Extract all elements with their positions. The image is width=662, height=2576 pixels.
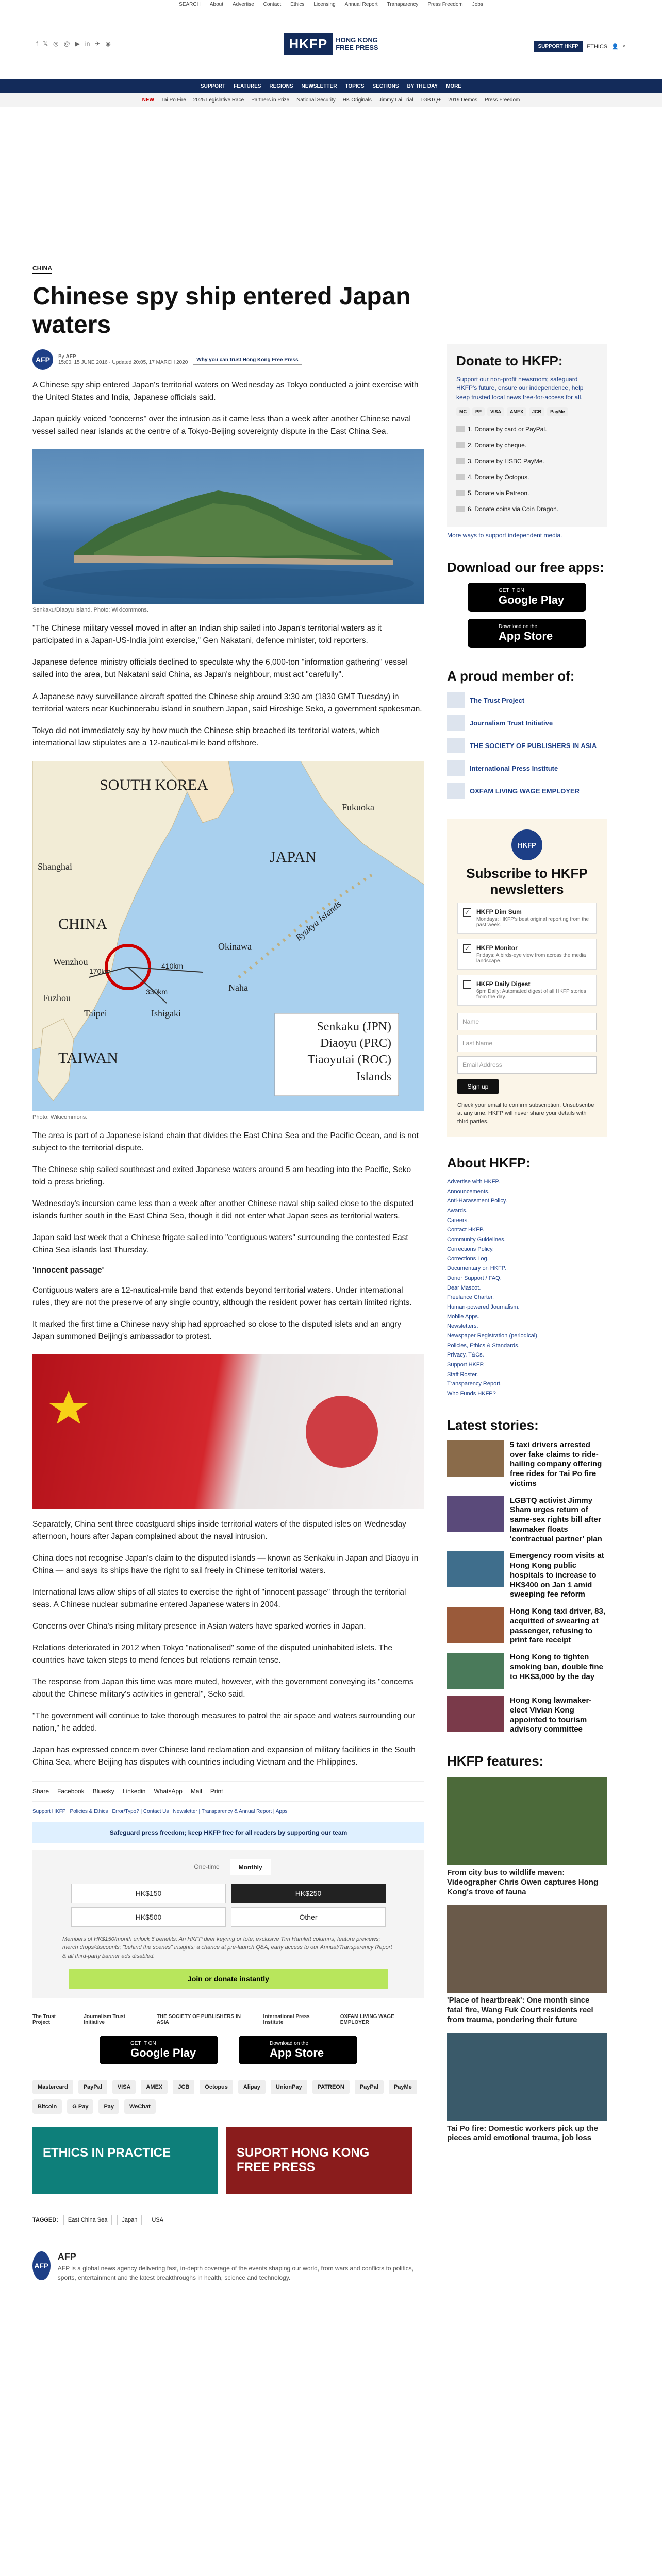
donate-option[interactable]: [456, 485, 598, 501]
instagram-icon[interactable]: ◎: [53, 40, 59, 47]
payment-method-icon: PayPal: [78, 2080, 107, 2094]
as-big: App Store: [270, 2046, 324, 2059]
trending-link[interactable]: 2025 Legislative Race: [193, 97, 244, 103]
rss-icon[interactable]: ◉: [105, 40, 111, 47]
byline: [32, 349, 424, 370]
latest-story[interactable]: [447, 1496, 607, 1545]
article-paragraph: The Chinese ship sailed southeast and exited Japanese waters around 5 am heading into the Pacific, Seko told a press briefing.: [32, 1165, 411, 1187]
story-thumbnail: [447, 1607, 504, 1643]
apps-title: Download our free apps:: [447, 560, 604, 575]
article-paragraph: The response from Japan this time was more muted, however, with the government conveying its "concerns about the Chinese military's activities in general", Seko said.: [32, 1677, 413, 1699]
about-link[interactable]: Policies, Ethics & Standards.: [447, 1342, 520, 1349]
site-header: [0, 9, 662, 79]
story-thumbnail: [447, 1551, 504, 1587]
payme-icon: PayMe: [547, 407, 568, 416]
search-icon[interactable]: ⌕: [622, 43, 626, 49]
features-title: HKFP features:: [447, 1753, 544, 1769]
newsletter-checkbox[interactable]: ✓: [463, 908, 471, 917]
map-label-shanghai: Shanghai: [38, 861, 72, 872]
amex-icon: AMEX: [507, 407, 526, 416]
story-title: Hong Kong lawmaker-elect Vivian Kong appointed to tourism advisory committee: [510, 1696, 592, 1734]
header-actions: [534, 41, 626, 52]
nav-item[interactable]: SECTIONS: [372, 83, 399, 89]
topbar-link[interactable]: About: [209, 2, 223, 7]
payment-method-icon: G Pay: [67, 2099, 93, 2114]
island-photo: [32, 449, 424, 604]
about-link[interactable]: Staff Roster.: [447, 1371, 478, 1378]
donation-widget: [32, 1850, 424, 1999]
logo-wordmark: [336, 37, 378, 52]
about-link[interactable]: Careers.: [447, 1217, 469, 1224]
story-title: Hong Kong taxi driver, 83, acquitted of swearing at passenger, refusing to print fare receipt: [510, 1607, 606, 1645]
payment-method-icon: PATREON: [312, 2080, 350, 2094]
author-name[interactable]: AFP: [65, 354, 76, 360]
article-paragraph: A Japanese navy surveillance aircraft spotted the Chinese ship around 3:30 am (1830 GMT Tuesday) in territorial waters near Kuchinoerabu island in southern Japan, said Hiroshige Seko, a government spokesman.: [32, 692, 422, 714]
topbar-link[interactable]: Press Freedom: [427, 2, 463, 7]
topbar-link[interactable]: SEARCH: [179, 2, 201, 7]
visa-icon: VISA: [487, 407, 504, 416]
newsletter-text: [476, 980, 591, 1000]
share-label: Share: [32, 1787, 49, 1795]
top-utility-bar: [0, 0, 662, 9]
story-title: Emergency room visits at Hong Kong public hospitals to increase to HK$400 on Jan 1 amid sweeping fee reform: [510, 1551, 604, 1599]
feature-thumbnail: [447, 1905, 607, 1993]
x-icon[interactable]: 𝕏: [43, 40, 48, 47]
latest-story[interactable]: [447, 1607, 607, 1646]
linkedin-icon[interactable]: in: [85, 40, 90, 47]
app-store-badge[interactable]: [239, 2036, 357, 2064]
article-paragraph: Japanese defence ministry officials declined to speculate why the 6,000-ton "information gathering" vessel sailed into the area, but Nakatani said China, as Japan's neighbour, must act "carefully".: [32, 658, 407, 680]
author-footer-avatar[interactable]: AFP: [32, 2251, 51, 2280]
photo-caption: Senkaku/Diaoyu Island. Photo: Wikicommons.: [32, 607, 148, 614]
about-title: About HKFP:: [447, 1155, 531, 1171]
about-link[interactable]: Mobile Apps.: [447, 1313, 479, 1320]
share-bar: [32, 1781, 424, 1802]
map-legend: [275, 1019, 399, 1086]
youtube-icon[interactable]: ▶: [75, 40, 80, 47]
payment-method-icon: UnionPay: [271, 2080, 307, 2094]
article-paragraph: "The government will continue to take thorough measures to patrol the air space and waters surrounding our nation," he added.: [32, 1711, 416, 1733]
gp-big: Google Play: [499, 593, 565, 606]
google-play-badge[interactable]: [100, 2036, 218, 2064]
trending-link[interactable]: Partners in Prize: [251, 97, 290, 103]
nav-item[interactable]: TOPICS: [345, 83, 365, 89]
form-field[interactable]: Email Address: [457, 1056, 597, 1074]
ethics-banner-text: ETHICS IN PRACTICE: [43, 2146, 171, 2160]
trending-bar: [0, 93, 662, 107]
donate-option-icon: [456, 490, 465, 496]
about-link[interactable]: Dear Mascot.: [447, 1284, 481, 1291]
member-logo[interactable]: [447, 738, 607, 753]
payment-method-icon: Mastercard: [32, 2080, 73, 2094]
about-link[interactable]: Community Guidelines.: [447, 1236, 506, 1243]
donate-option[interactable]: [456, 421, 598, 437]
newsletter-text: [476, 908, 591, 928]
newsletter-desc: Fridays: A birds-eye view from across the media landscape.: [476, 953, 586, 964]
nav-item[interactable]: SUPPORT: [200, 83, 226, 89]
story-title: 5 taxi drivers arrested over fake claims to ride-hailing company offering free rides for Tai Po fire victims: [510, 1440, 602, 1488]
new-badge: NEW: [142, 97, 154, 103]
map-label-ishigaki: Ishigaki: [151, 1008, 181, 1019]
story-thumbnail: [447, 1653, 504, 1689]
tag[interactable]: USA: [147, 2215, 168, 2225]
feature-title: Tai Po fire: Domestic workers pick up the pieces amid emotional trauma, job loss: [447, 2124, 599, 2143]
payment-method-icon: JCB: [173, 2080, 194, 2094]
article-paragraph: Separately, China sent three coastguard ships inside territorial waters of the disputed isles on Wednesday afternoon, hours after Japan complained about the naval intrusion.: [32, 1519, 406, 1541]
donate-option-label: 4. Donate by Octopus.: [468, 473, 529, 481]
signup-disclaimer: Check your email to confirm subscription. Unsubscribe at any time. HKFP will never share your details with third parties.: [457, 1102, 594, 1125]
monthly-tab[interactable]: Monthly: [230, 1859, 271, 1875]
tagged-label: TAGGED:: [32, 2217, 58, 2224]
about-link[interactable]: Advertise with HKFP.: [447, 1178, 500, 1185]
nav-item[interactable]: REGIONS: [269, 83, 293, 89]
nav-item[interactable]: MORE: [446, 83, 462, 89]
support-banner[interactable]: [226, 2127, 412, 2194]
sidebar-app-store[interactable]: [468, 619, 586, 648]
threads-icon[interactable]: @: [63, 40, 70, 47]
newsletter-desc: 6pm Daily: Automated digest of all HKFP stories from the day.: [476, 989, 586, 1001]
article-paragraph: Contiguous waters are a 12-nautical-mile band that extends beyond territorial waters. Under international rules, they are not the preserve of any single country, although the resident power has certain limited rights.: [32, 1285, 412, 1307]
newsletter-desc: Mondays: HKFP's best original reporting from the past week.: [476, 917, 589, 928]
article-footer-links[interactable]: Support HKFP | Policies & Ethics | Error/Typo? | Contact Us | Newsletter | Transparency & Annual Report | Apps: [32, 1808, 288, 1815]
donate-option-icon: [456, 426, 465, 432]
about-link[interactable]: Support HKFP.: [447, 1362, 485, 1368]
member-logo-name: Journalism Trust Initiative: [470, 719, 553, 727]
dispute-map: [32, 761, 424, 1111]
about-link[interactable]: Donor Support / FAQ.: [447, 1275, 502, 1281]
feature-title: From city bus to wildlife maven: Videographer Chris Owen captures Hong Kong's trove of fauna: [447, 1868, 599, 1896]
donate-option-icon: [456, 458, 465, 464]
tag[interactable]: East China Sea: [63, 2215, 112, 2225]
article-paragraph: Concerns over China's rising military presence in Asian waters have sparked worries in Japan.: [32, 1621, 366, 1631]
topbar-link[interactable]: Contact: [263, 2, 282, 7]
donate-title: Donate to HKFP:: [456, 353, 563, 368]
author-footer-bio: AFP is a global news agency delivering fast, in-depth coverage of the events shaping our world, from wars and conflicts to politics, sports, entertainment and the latest breakthroughs in health, science and technology.: [57, 2265, 413, 2281]
member-logo-name: THE SOCIETY OF PUBLISHERS IN ASIA: [470, 741, 597, 750]
social-icons: [36, 40, 111, 47]
jcb-icon: JCB: [529, 407, 544, 416]
payment-method-icon: VISA: [112, 2080, 136, 2094]
ethics-banner[interactable]: [32, 2127, 218, 2194]
member-logo[interactable]: [447, 715, 607, 731]
flags-photo: [32, 1354, 424, 1509]
author-footer: [32, 2241, 424, 2282]
about-link[interactable]: Corrections Policy.: [447, 1246, 494, 1252]
form-field[interactable]: Name: [457, 1013, 597, 1030]
donate-option-label: 1. Donate by card or PayPal.: [468, 426, 547, 433]
article: [32, 264, 424, 2282]
telegram-icon[interactable]: ✈: [95, 40, 101, 47]
about-link[interactable]: Awards.: [447, 1208, 468, 1214]
member-logo-icon: [447, 692, 465, 708]
ethics-link[interactable]: ETHICS: [586, 43, 608, 50]
member-logo-name: International Press Institute: [470, 764, 558, 772]
about-link[interactable]: Who Funds HKFP?: [447, 1391, 496, 1397]
story-title: Hong Kong to tighten smoking ban, double fine to HK$3,000 by the day: [510, 1653, 603, 1681]
jti-logo[interactable]: Journalism Trust Initiative: [84, 2014, 125, 2026]
payment-method-icon: Pay: [98, 2099, 119, 2114]
member-logo[interactable]: [447, 783, 607, 799]
donate-option[interactable]: [456, 469, 598, 485]
donate-option[interactable]: [456, 453, 598, 469]
newsletter-name: HKFP Daily Digest: [476, 980, 531, 988]
payment-method-icon: Bitcoin: [32, 2099, 62, 2114]
nav-item[interactable]: BY THE DAY: [407, 83, 438, 89]
donate-option-icon: [456, 474, 465, 480]
article-paragraph: "The Chinese military vessel moved in after an Indian ship sailed into Japan's territorial waters as it participated in a Japan-US-India joint exercise," Gen Nakatani, defence minister, told reporters.: [32, 624, 382, 646]
one-time-tab[interactable]: One-time: [194, 1862, 220, 1870]
about-link[interactable]: Contact HKFP.: [447, 1227, 484, 1233]
trending-link[interactable]: Jimmy Lai Trial: [378, 97, 413, 103]
payment-methods: [32, 2080, 424, 2114]
member-logo-name: OXFAM LIVING WAGE EMPLOYER: [470, 787, 580, 795]
feature-thumbnail: [447, 2033, 607, 2121]
legend-line: Islands: [356, 1070, 391, 1083]
article-paragraph: Japan said last week that a Chinese frigate sailed into "contiguous waters" surrounding the contested East China Sea islands last Thursday.: [32, 1233, 408, 1255]
member-logo-name: The Trust Project: [470, 696, 525, 704]
map-label-okinawa: Okinawa: [218, 941, 252, 952]
more-ways-link[interactable]: More ways to support independent media.: [447, 532, 562, 539]
donate-option-icon: [456, 506, 465, 512]
map-label-naha: Naha: [228, 982, 248, 993]
site-logo[interactable]: [284, 33, 378, 55]
story-thumbnail: [447, 1696, 504, 1732]
donate-option-label: 3. Donate by HSBC PayMe.: [468, 457, 544, 465]
gp-small: GET IT ON: [130, 2040, 156, 2046]
story-thumbnail: [447, 1440, 504, 1477]
logo-line2: FREE PRESS: [336, 43, 378, 52]
about-link[interactable]: Newspaper Registration (periodical).: [447, 1332, 539, 1339]
about-link[interactable]: Announcements.: [447, 1188, 490, 1195]
share-button[interactable]: Linkedin: [122, 1787, 146, 1795]
map-label-japan: JAPAN: [270, 848, 317, 866]
topbar-link[interactable]: Annual Report: [344, 2, 378, 7]
tag[interactable]: Japan: [117, 2215, 142, 2225]
sidebar: [447, 344, 607, 2143]
story-thumbnail: [447, 1496, 504, 1532]
newsletter-option[interactable]: [457, 903, 597, 934]
article-category[interactable]: CHINA: [32, 265, 52, 274]
newsletter-option[interactable]: [457, 939, 597, 970]
about-link[interactable]: Documentary on HKFP.: [447, 1265, 506, 1272]
map-label-410km: 410km: [161, 961, 184, 970]
donate-option[interactable]: [456, 501, 598, 517]
payment-method-icon: PayMe: [389, 2080, 417, 2094]
member-benefits: Members of HK$150/month unlock 6 benefits: An HKFP deer keyring or tote; exclusive Tim Hamlett columns; feature previews; merch drops/discounts; "behind the scenes" insights; a chance at pre-launch Q&A; early access to our Annual/Transparency Report & all third-party banner ads disabled.: [62, 1936, 392, 1959]
newsletter-text: [476, 944, 591, 964]
about-link[interactable]: Newsletters.: [447, 1323, 478, 1330]
member-logo-icon: [447, 738, 465, 753]
trending-link[interactable]: HK Originals: [342, 97, 372, 103]
amount-other[interactable]: Other: [231, 1907, 386, 1927]
sopa-logo[interactable]: THE SOCIETY OF PUBLISHERS IN ASIA: [156, 2014, 241, 2026]
section-subhead: 'Innocent passage': [32, 1265, 104, 1275]
safeguard-banner: Safeguard press freedom; keep HKFP free for all readers by supporting our team: [32, 1822, 424, 1843]
as-big: App Store: [499, 629, 553, 642]
oxfam-logo[interactable]: OXFAM LIVING WAGE EMPLOYER: [340, 2014, 394, 2026]
member-title: A proud member of:: [447, 668, 575, 684]
paypal-icon: PP: [472, 407, 485, 416]
member-logo-icon: [447, 783, 465, 799]
tags-row: [32, 2215, 424, 2225]
author-avatar[interactable]: AFP: [32, 349, 53, 370]
newsletter-option[interactable]: [457, 975, 597, 1006]
legend-line: Tiaoyutai (ROC): [307, 1053, 391, 1067]
author-footer-name[interactable]: AFP: [57, 2251, 76, 2262]
topbar-link[interactable]: Ethics: [290, 2, 305, 7]
main-nav: [0, 79, 662, 93]
share-button[interactable]: Mail: [190, 1787, 202, 1795]
newsletter-name: HKFP Monitor: [476, 944, 518, 952]
member-logo[interactable]: [447, 760, 607, 776]
signup-button[interactable]: Sign up: [457, 1079, 499, 1094]
map-label-wenzhou: Wenzhou: [53, 956, 88, 967]
trust-badge[interactable]: Why you can trust Hong Kong Free Press: [193, 355, 302, 365]
partner-logos: [32, 2014, 424, 2025]
subscribe-title: Subscribe to HKFP newsletters: [466, 866, 588, 897]
donate-option-icon: [456, 442, 465, 448]
join-button[interactable]: Join or donate instantly: [69, 1969, 388, 1989]
trending-link[interactable]: National Security: [296, 97, 336, 103]
share-button[interactable]: Bluesky: [92, 1787, 114, 1795]
share-button[interactable]: WhatsApp: [154, 1787, 183, 1795]
trending-link[interactable]: LGBTQ+: [420, 97, 441, 103]
ipi-logo[interactable]: International Press Institute: [263, 2014, 310, 2026]
sidebar-google-play[interactable]: [468, 583, 586, 612]
payment-method-icon: Octopus: [200, 2080, 233, 2094]
feature-story[interactable]: [447, 1905, 607, 2025]
feature-title: 'Place of heartbreak': One month since fatal fire, Wang Fuk Court residents reel from trauma, pondering their future: [447, 1996, 593, 2024]
article-paragraph: A Chinese spy ship entered Japan's territorial waters on Wednesday as Tokyo conducted a joint exercise with the United States and India, Japanese officials said.: [32, 381, 419, 402]
latest-story[interactable]: [447, 1653, 607, 1689]
mastercard-icon: MC: [456, 407, 470, 416]
map-label-taiwan: TAIWAN: [58, 1049, 118, 1066]
topbar-link[interactable]: Advertise: [232, 2, 254, 7]
map-label-south-korea: SOUTH KOREA: [100, 776, 208, 793]
updated-date: Updated 20:05, 17 MARCH 2020: [112, 360, 188, 366]
newsletter-checkbox[interactable]: ✓: [463, 944, 471, 953]
about-link[interactable]: Freelance Charter.: [447, 1294, 494, 1301]
about-link[interactable]: Transparency Report.: [447, 1381, 502, 1387]
map-caption: Photo: Wikicommons.: [32, 1114, 88, 1121]
logo-line1: HONG KONG: [336, 36, 378, 44]
trending-link[interactable]: Tai Po Fire: [161, 97, 186, 103]
member-logo-icon: [447, 760, 465, 776]
support-banner-text: SUPORT HONG KONG FREE PRESS: [237, 2146, 370, 2175]
donate-pay-icons: [456, 407, 598, 416]
hkfp-badge: HKFP: [511, 829, 542, 860]
article-paragraph: Relations deteriorated in 2012 when Tokyo "nationalised" some of the disputed uninhabited islets. The countries have taken steps to mend fences but relations remain tense.: [32, 1643, 393, 1665]
topbar-link[interactable]: Licensing: [313, 2, 336, 7]
as-small: Download on the: [270, 2040, 309, 2046]
share-button[interactable]: Print: [210, 1787, 223, 1795]
newsletter-name: HKFP Dim Sum: [476, 908, 522, 916]
payment-method-icon: PayPal: [355, 2080, 384, 2094]
article-paragraph: Wednesday's incursion came less than a week after another Chinese naval ship sailed close to the disputed islands further south in the East China Sea, though it did not enter what Japan sees as territorial waters.: [32, 1199, 414, 1221]
map-label-330km: 330km: [146, 987, 168, 996]
donate-text: Support our non-profit newsroom; safeguard HKFP's future, ensure our independence, help keep trusted local news free-for-access for all.: [456, 376, 584, 401]
topbar-link[interactable]: Transparency: [387, 2, 419, 7]
form-field[interactable]: Last Name: [457, 1035, 597, 1052]
map-label-fuzhou: Fuzhou: [43, 992, 71, 1003]
as-small: Download on the: [499, 623, 538, 630]
article-paragraph: Japan quickly voiced "concerns" over the intrusion as it came less than a week after another Chinese naval vessel sailed near islands at the centre of a Tokyo-Beijing sovereignty dispute in the East China Sea.: [32, 415, 411, 436]
trending-link[interactable]: 2019 Demos: [448, 97, 477, 103]
nav-item[interactable]: FEATURES: [234, 83, 261, 89]
map-label-taipei: Taipei: [84, 1008, 107, 1019]
about-link[interactable]: Corrections Log.: [447, 1256, 489, 1262]
newsletter-signup: [447, 819, 607, 1137]
article-title: Chinese spy ship entered Japan waters: [32, 283, 411, 339]
facebook-icon[interactable]: f: [36, 40, 38, 47]
about-link[interactable]: Human-powered Journalism.: [447, 1303, 520, 1310]
gp-small: GET IT ON: [499, 587, 524, 594]
donate-box: [447, 344, 607, 527]
trust-project-logo[interactable]: The Trust Project: [32, 2014, 56, 2026]
legend-line: Senkaku (JPN): [317, 1020, 391, 1033]
feature-thumbnail: [447, 1777, 607, 1865]
trending-link[interactable]: Press Freedom: [484, 97, 520, 103]
about-link[interactable]: Privacy, T&Cs.: [447, 1352, 484, 1359]
member-logo-icon: [447, 715, 465, 731]
newsletter-checkbox[interactable]: [463, 980, 471, 989]
article-paragraph: China does not recognise Japan's claim to the disputed islands — known as Senkaku in Japan and Diaoyu in China — and says its ships have the right to sail freely in Chinese territorial waters.: [32, 1553, 419, 1575]
map-label-170km: 170km: [89, 967, 111, 975]
amount-option-selected[interactable]: HK$250: [231, 1884, 386, 1903]
article-paragraph: Japan has expressed concern over Chinese land reclamation and expansion of military facilities in the South China Sea, where Beijing has disputes with countries including Vietnam and the Philippines.: [32, 1745, 416, 1767]
latest-story[interactable]: [447, 1440, 607, 1489]
map-label-fukuoka: Fukuoka: [342, 802, 374, 812]
article-paragraph: The area is part of a Japanese island chain that divides the East China Sea and the Pacific Ocean, and is not subject to the territorial dispute.: [32, 1131, 419, 1153]
article-paragraph: International laws allow ships of all states to exercise the right of "innocent passage" through the territorial seas. A Chinese nuclear submarine entered Japanese waters in 2004.: [32, 1587, 406, 1609]
latest-title: Latest stories:: [447, 1417, 539, 1433]
logo-mark: HKFP: [284, 33, 333, 55]
map-label-ryukyu: Ryukyu Islands: [293, 898, 343, 943]
nav-item[interactable]: NEWSLETTER: [301, 83, 337, 89]
map-label-china: CHINA: [58, 915, 107, 933]
article-paragraph: Tokyo did not immediately say by how much the Chinese ship breached its territorial waters, which international law stipulates are a 12-nautical-mile band offshore.: [32, 726, 380, 748]
byline-text: By AFP 15:00, 15 JUNE 2016 · Updated 20:05, 17 MARCH 2020: [58, 354, 188, 366]
support-hkfp-button[interactable]: SUPPORT HKFP: [534, 41, 582, 52]
share-button[interactable]: Facebook: [57, 1787, 85, 1795]
donate-option-label: 6. Donate coins via Coin Dragon.: [468, 505, 559, 513]
payment-method-icon: Alipay: [238, 2080, 266, 2094]
member-logo[interactable]: [447, 692, 607, 708]
publish-date: 15:00, 15 JUNE 2016: [58, 360, 108, 366]
latest-story[interactable]: [447, 1696, 607, 1735]
payment-method-icon: AMEX: [141, 2080, 168, 2094]
legend-line: Diaoyu (PRC): [320, 1036, 391, 1050]
feature-story[interactable]: [447, 1777, 607, 1897]
article-paragraph: It marked the first time a Chinese navy ship had approached so close to the disputed islets and an angry Japan summoned Beijing's ambassador to protest.: [32, 1319, 402, 1341]
payment-method-icon: WeChat: [124, 2099, 156, 2114]
gp-big: Google Play: [130, 2046, 196, 2059]
donate-option-label: 2. Donate by cheque.: [468, 442, 527, 449]
topbar-link[interactable]: Jobs: [472, 2, 483, 7]
donate-option-label: 5. Donate via Patreon.: [468, 489, 529, 497]
donate-option[interactable]: [456, 437, 598, 453]
latest-story[interactable]: [447, 1551, 607, 1600]
user-icon[interactable]: 👤: [611, 44, 619, 50]
about-link[interactable]: Anti-Harassment Policy.: [447, 1198, 507, 1205]
amount-option[interactable]: HK$150: [71, 1884, 226, 1903]
amount-option[interactable]: HK$500: [71, 1907, 226, 1927]
story-title: LGBTQ activist Jimmy Sham urges return of same-sex rights bill after lawmaker floats 'contractual partner' plan: [510, 1496, 602, 1544]
feature-story[interactable]: [447, 2033, 607, 2144]
